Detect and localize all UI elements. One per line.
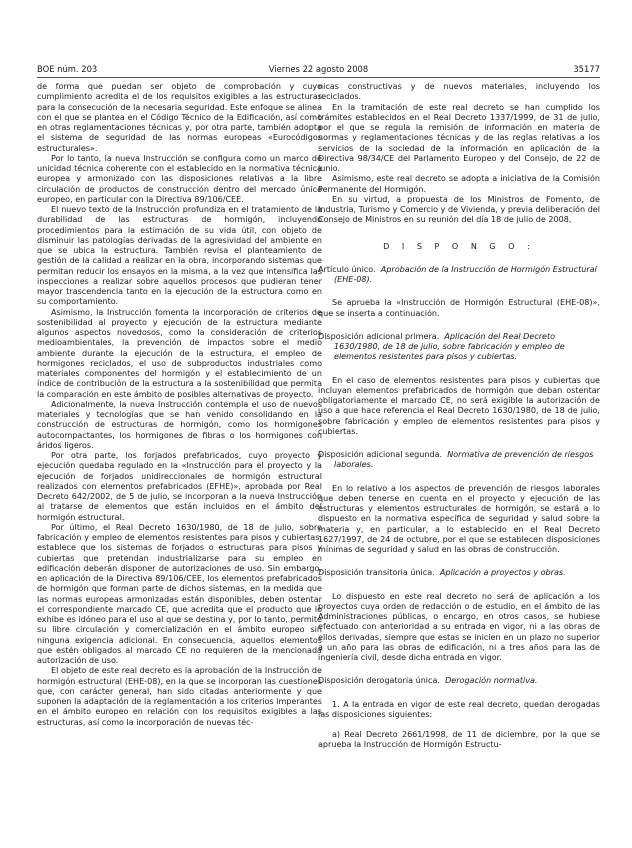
- provision-heading: [318, 450, 600, 471]
- paragraph: de forma que puedan ser objeto de comprobación y cuyo cumplimiento acredita el de los requisitos exigibles a las estructuras para la consecución de la necesaria seguridad. Este enfoque se alinea con el que se plantea en el Código Técnico de la Edificación, así como en otras reglamentaciones técnicas y, por otra parte, también adopta el sistema de seguridad de las normas europeas «Eurocódigos estructurales».: [37, 82, 322, 153]
- provision-heading: [318, 676, 600, 686]
- provision-label: Disposición transitoria única.: [318, 568, 435, 578]
- paragraph: El objeto de este real decreto es la aprobación de la Instrucción de hormigón estructural (EHE-08), en la que se incorporan las cuestiones que, con carácter general, han sido citadas anteriormente y que suponen la adaptación de la reglamentación a los criterios imperantes en el ámbito europeo en relación con los requisitos exigibles a las estructuras, así como la incorporación de nuevas téc-: [37, 666, 322, 727]
- paragraph: nicas constructivas y de nuevos materiales, incluyendo los reciclados.: [318, 82, 600, 102]
- provision-title: Derogación normativa.: [445, 676, 538, 686]
- header-rule: [37, 77, 600, 78]
- provision-body: En el caso de elementos resistentes para pisos y cubiertas que incluyan elementos prefabricados de hormigón que deban ostentar obligatoriamente el marcado CE, no será exigible la autorización de uso a que hace referencia el Real Decreto 1630/1980, de 18 de julio, sobre fabricación y empleo de elementos resistentes para pisos y cubiertas.: [318, 375, 600, 436]
- article-heading: [318, 265, 600, 286]
- provision-item: 1. A la entrada en vigor de este real decreto, quedan derogadas las disposiciones siguientes:: [318, 699, 600, 719]
- provision-label: Disposición derogatoria única.: [318, 676, 440, 686]
- provision-label: Disposición adicional segunda.: [318, 450, 443, 459]
- page-header: [37, 62, 600, 76]
- article-label: Artículo único.: [318, 264, 376, 274]
- provision-heading: [318, 332, 600, 363]
- paragraph: Asimismo, la Instrucción fomenta la incorporación de criterios de sostenibilidad al proyecto y ejecución de la estructura mediante algunos aspectos novedosos, como la consideración de criterios medioambientales, la prevención de impactos sobre el medio ambiente durante la ejecución de la estructura, el empleo de hormigones reciclados, el uso de subproductos industriales como materiales componentes del hormigón y el establecimiento de un índice de contribución de la estructura a la sostenibilidad que permita la comparación en este ámbito de posibles alternativas de proyecto.: [37, 307, 322, 399]
- paragraph: El nuevo texto de la Instrucción profundiza en el tratamiento de la durabilidad de las estructuras de hormigón, incluyendo procedimientos para la estimación de su vida útil, con objeto de disminuir las patologías derivadas de la agresividad del ambiente en que se ubica la estructura. También revisa el planteamiento de gestión de la calidad a realizar en la obra, incorporando sistemas que permitan reducir los ensayos en la misma, a la vez que intensifica las inspecciones a realizar sobre aquellos procesos que pudieran tener mayor trascendencia tanto en la ejecución de la estructura como en su comportamiento.: [37, 205, 322, 307]
- paragraph: En la tramitación de este real decreto se han cumplido los trámites establecidos en el Real Decreto 1337/1999, de 31 de julio, por el que se regula la remisión de información en materia de normas y reglamentaciones técnicas y de las reglas relativas a los servicios de la sociedad de la información en aplicación de la Directiva 98/34/CE del Parlamento Europeo y del Consejo, de 22 de junio.: [318, 102, 600, 173]
- paragraph: Por otra parte, los forjados prefabricados, cuyo proyecto y ejecución quedaba regulado en la «Instrucción para el proyecto y la ejecución de forjados unidireccionales de hormigón estructural realizados con elementos prefabricados (EFHE)», aprobada por Real Decreto 642/2002, de 5 de julio, se incorporan a la nueva Instrucción al tratarse de elementos que están incluidos en el ámbito del hormigón estructural.: [37, 451, 322, 522]
- paragraph: Adicionalmente, la nueva Instrucción contempla el uso de nuevos materiales y tecnologías que se han venido consolidando en la construcción de estructuras de hormigón, como los hormigones autocompactantes, los hormigones de fibras o los hormigones con áridos ligeros.: [37, 399, 322, 450]
- paragraph: Por último, el Real Decreto 1630/1980, de 18 de julio, sobre fabricación y empleo de elementos resistentes para pisos y cubiertas, establece que los sistemas de forjados o estructuras para pisos y cubiertas que pretendan industrializarse para su empleo en edificación deberán disponer de autorizaciones de uso. Sin embargo, en aplicación de la Directiva 89/106/CEE, los elementos prefabricados de hormigón que forman parte de dichos sistemas, en la medida que las normas europeas armonizadas están disponibles, deben ostentar el correspondiente marcado CE, que acredita que el producto que lo exhibe es idóneo para el uso al que se destina y, por lo tanto, permite su libre circulación y comercialización en el ámbito europeo sin ninguna exigencia adicional. En consecuencia, aquellos elementos que estén obligados al marcado CE no requieren de la mencionada autorización de uso.: [37, 522, 322, 665]
- provision-label: Disposición adicional primera.: [318, 331, 440, 341]
- paragraph: Asimismo, este real decreto se adopta a iniciativa de la Comisión Permanente del Hormigón.: [318, 174, 600, 194]
- dispongo-heading: D I S P O N G O :: [383, 241, 535, 251]
- right-column: [318, 82, 600, 751]
- provision-heading: [318, 568, 600, 578]
- article-body: Se aprueba la «Instrucción de Hormigón Estructural (EHE-08)», que se inserta a continuación.: [318, 298, 600, 318]
- page-number: 35177: [573, 64, 600, 74]
- publication-date: Viernes 22 agosto 2008: [268, 64, 369, 74]
- article-title: Aprobación de la Instrucción de Hormigón Estructural (EHE-08).: [334, 264, 597, 284]
- paragraph: Por lo tanto, la nueva Instrucción se configura como un marco de unicidad técnica coherente con el establecido en la normativa técnica europea y armonizado con las disposiciones relativas a la libre circulación de productos de construcción dentro del mercado único europeo, en particular con la Directiva 89/106/CEE.: [37, 153, 322, 204]
- provision-title: Normativa de prevención de riesgos laborales.: [334, 450, 594, 470]
- paragraph: En su virtud, a propuesta de los Ministros de Fomento, de Industria, Turismo y Comercio y de Vivienda, y previa deliberación del Consejo de Ministros en su reunión del día 18 de julio de 2008,: [318, 194, 600, 225]
- provision-body: En lo relativo a los aspectos de prevención de riesgos laborales que deben tenerse en cuenta en el proyecto y ejecución de las estructuras y elementos estructurales de hormigón, se estará a lo dispuesto en la normativa específica de seguridad y salud sobre la materia y, en particular, a lo establecido en el Real Decreto 1627/1997, de 24 de octubre, por el que se establecen disposiciones mínimas de seguridad y salud en las obras de construcción.: [318, 483, 600, 554]
- provision-title: Aplicación del Real Decreto 1630/1980, de 18 de julio, sobre fabricación y empleo de elementos resistentes para pisos y cubiertas.: [334, 331, 565, 362]
- provision-title: Aplicación a proyectos y obras.: [439, 568, 566, 578]
- bulletin-number: BOE núm. 203: [37, 64, 98, 74]
- provision-item: a) Real Decreto 2661/1998, de 11 de diciembre, por la que se aprueba la Instrucción de Hormigón Estructu-: [318, 730, 600, 750]
- provision-body: Lo dispuesto en este real decreto no será de aplicación a los proyectos cuya orden de redacción o de estudio, en el ámbito de las Administraciones públicas, o encargo, en otros casos, se hubiese efectuado con anterioridad a su entrada en vigor, ni a las obras de ellos derivadas, siempre que estas se inicien en un plazo no superior a un año para las obras de edificación, ni a tres años para las de ingeniería civil, desde dicha entrada en vigor.: [318, 591, 600, 662]
- left-column: [37, 82, 322, 728]
